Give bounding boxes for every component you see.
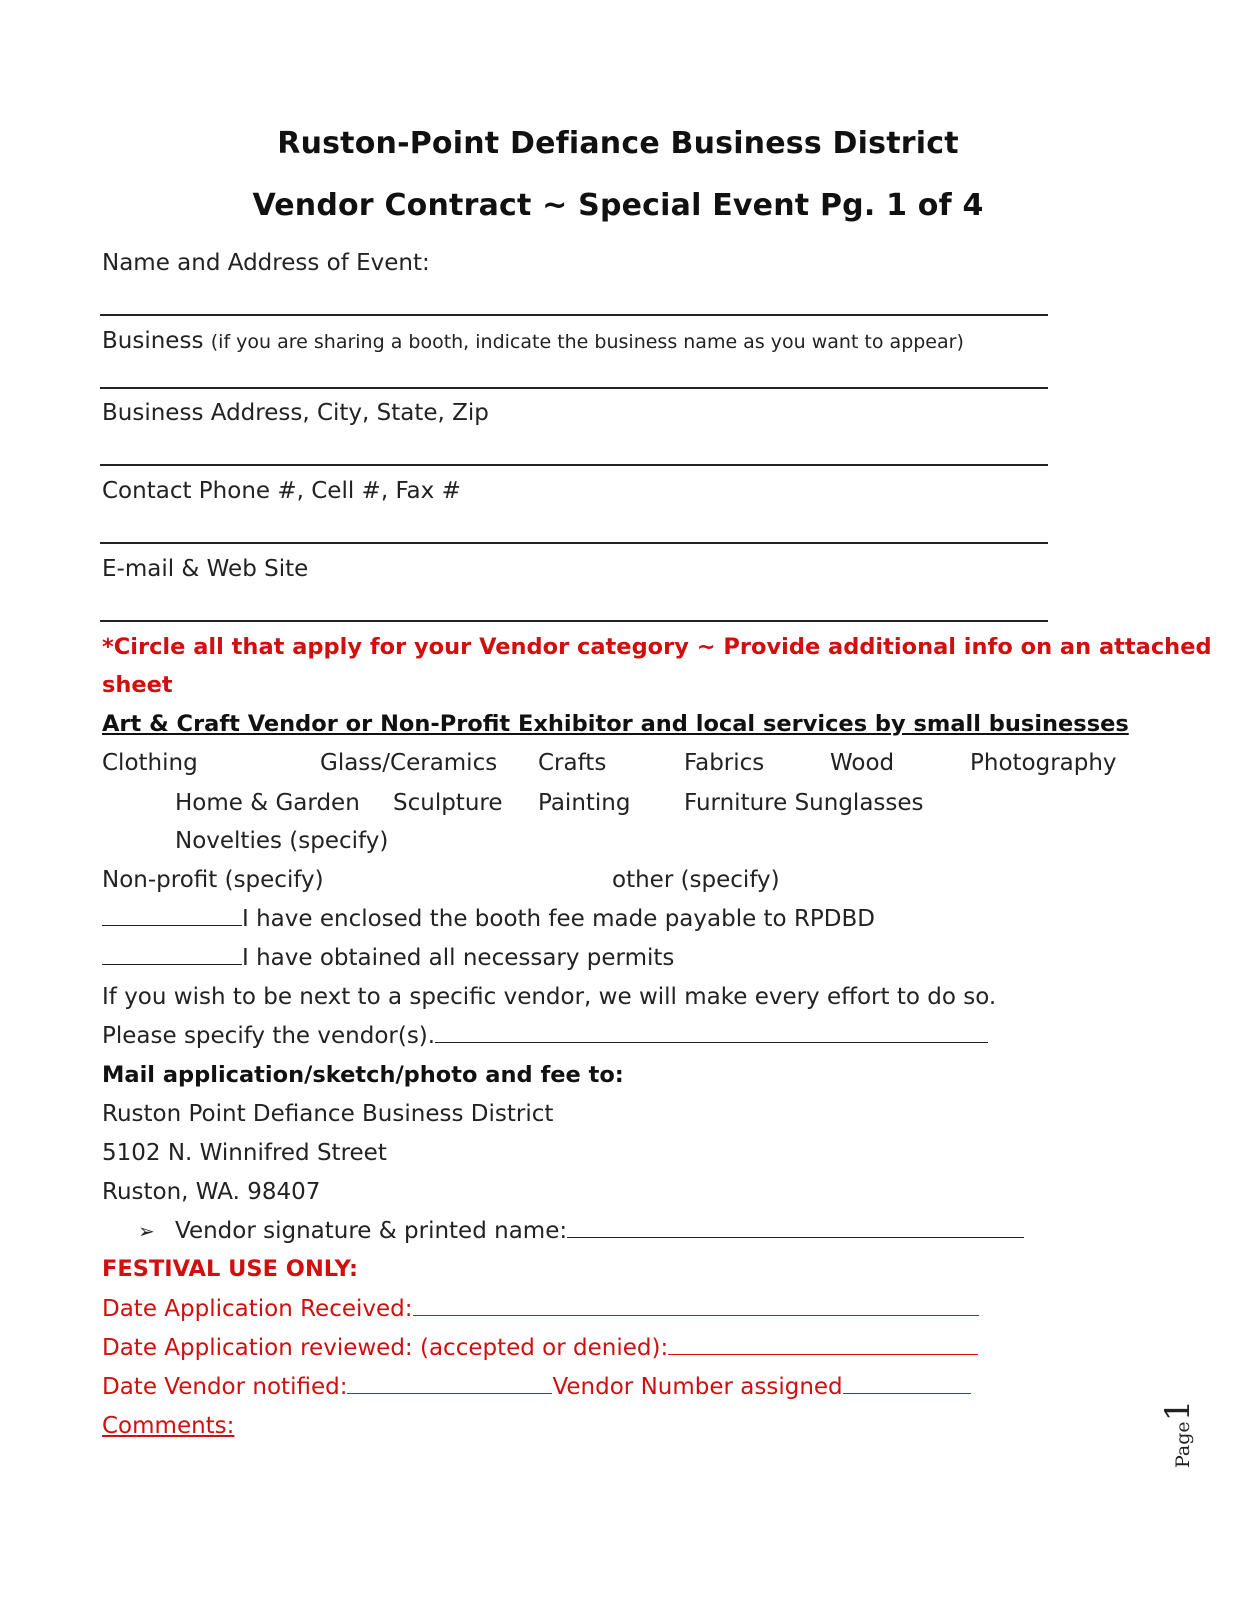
reviewed-blank[interactable] [668,1354,978,1355]
business-label: Business [102,328,204,354]
email-field-label: E-mail & Web Site [102,556,309,582]
mail-address-line1: Ruston Point Defiance Business District [102,1101,554,1127]
page-word: Page [1172,1421,1194,1468]
permits-check [102,945,674,971]
mail-address-line2: 5102 N. Winnifred Street [102,1140,387,1166]
vendor-number-label: Vendor Number assigned [552,1374,843,1400]
booth-fee-check [102,906,875,932]
signature-label: Vendor signature & printed name: [175,1218,568,1244]
event-field-label: Name and Address of Event: [102,250,430,276]
category-furniture-sunglasses[interactable]: Furniture Sunglasses [684,790,924,816]
category-heading: Art & Craft Vendor or Non-Profit Exhibitor and local services by small businesses [102,711,1129,737]
signature-blank[interactable] [567,1237,1024,1238]
signature-line [138,1218,1024,1244]
phone-field-label: Contact Phone #, Cell #, Fax # [102,478,461,504]
category-crafts[interactable]: Crafts [538,750,607,776]
arrow-bullet-icon: ➢ [138,1219,155,1243]
mail-heading: Mail application/sketch/photo and fee to: [102,1062,624,1088]
page-number [1158,1400,1198,1468]
category-fabrics[interactable]: Fabrics [684,750,765,776]
booth-fee-text: I have enclosed the booth fee made payable to RPDBD [242,906,875,932]
vendor-number-blank[interactable] [843,1393,971,1394]
received-line [102,1296,979,1322]
address-field-line[interactable] [100,464,1048,466]
received-blank[interactable] [413,1315,979,1316]
notified-label: Date Vendor notified: [102,1374,348,1400]
circle-instruction: *Circle all that apply for your Vendor category ~ Provide additional info on an attached [102,634,1212,660]
phone-field-line[interactable] [100,542,1048,544]
category-glass-ceramics[interactable]: Glass/Ceramics [320,750,498,776]
permits-blank[interactable] [102,964,242,965]
mail-address-line3: Ruston, WA. 98407 [102,1179,321,1205]
category-wood[interactable]: Wood [830,750,895,776]
category-home-garden[interactable]: Home & Garden [175,790,360,816]
business-note: (if you are sharing a booth, indicate the business name as you want to appear) [210,331,964,353]
category-other[interactable]: other (specify) [612,867,780,893]
reviewed-label: Date Application reviewed: (accepted or denied): [102,1335,669,1361]
category-novelties[interactable]: Novelties (specify) [175,828,389,854]
category-nonprofit[interactable]: Non-profit (specify) [102,867,324,893]
business-field-label [102,328,964,354]
business-field-line[interactable] [100,387,1048,389]
category-photography[interactable]: Photography [970,750,1117,776]
circle-instruction-cont: sheet [102,672,173,698]
document-subtitle: Vendor Contract ~ Special Event Pg. 1 of 4 [252,188,984,223]
permits-text: I have obtained all necessary permits [242,945,675,971]
address-field-label: Business Address, City, State, Zip [102,400,489,426]
booth-fee-blank[interactable] [102,925,242,926]
specify-vendor-blank[interactable] [435,1042,988,1043]
category-painting[interactable]: Painting [538,790,631,816]
category-clothing[interactable]: Clothing [102,750,198,776]
notified-blank[interactable] [347,1393,552,1394]
event-field-line[interactable] [100,314,1048,316]
received-label: Date Application Received: [102,1296,413,1322]
notified-line [102,1374,971,1400]
comments-label: Comments: [102,1413,235,1439]
category-sculpture[interactable]: Sculpture [393,790,503,816]
festival-heading: FESTIVAL USE ONLY: [102,1256,358,1282]
specify-vendor-line [102,1023,988,1049]
reviewed-line [102,1335,978,1361]
specify-vendor-label: Please specify the vendor(s). [102,1023,436,1049]
next-to-vendor-text: If you wish to be next to a specific vendor, we will make every effort to do so. [102,984,997,1010]
page-number-value: 1 [1158,1399,1198,1422]
document-title: Ruston-Point Defiance Business District [277,126,959,161]
email-field-line[interactable] [100,620,1048,622]
